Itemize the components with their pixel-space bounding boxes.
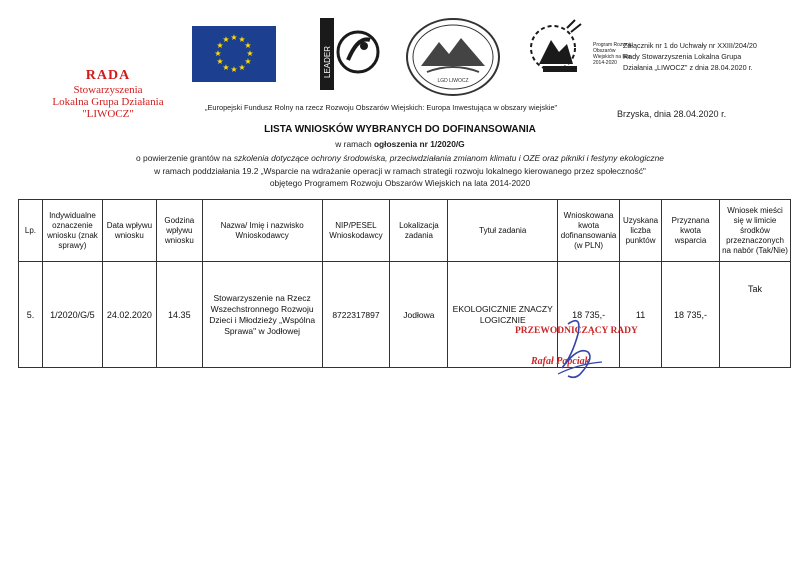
cell-points: 11	[620, 262, 662, 368]
col-header-hour: Godzina wpływu wniosku	[156, 200, 202, 262]
subaction-line: w ramach poddziałania 19.2 „Wsparcie na wdrażanie operacji w ramach strategii rozwoju lokalnego kierowanego przez społeczność"	[154, 166, 646, 176]
cell-hour: 14.35	[156, 262, 202, 368]
col-header-granted: Przyznana kwota wsparcia	[662, 200, 720, 262]
reference-line: Działania „LIWOCZ" z dnia 28.04.2020 r.	[623, 63, 753, 72]
col-header-title: Tytuł zadania	[448, 200, 558, 262]
svg-text:★: ★	[216, 57, 224, 66]
svg-text:★: ★	[230, 65, 238, 74]
col-header-location: Lokalizacja zadania	[390, 200, 448, 262]
lgd-liwocz-logo	[405, 16, 501, 98]
eu-flag-logo	[192, 26, 276, 82]
place-date: Brzyska, dnia 28.04.2020 r.	[617, 109, 727, 119]
col-header-date: Data wpływu wniosku	[102, 200, 156, 262]
svg-text:★: ★	[246, 49, 254, 58]
col-header-limit: Wniosek mieści się w limicie środków przeznaczonych na nabór (Tak/Nie)	[719, 200, 790, 262]
document-title: LISTA WNIOSKÓW WYBRANYCH DO DOFINANSOWANIA	[264, 124, 536, 135]
cell-name: Stowarzyszenie na Rzecz Wszechstronnego Rozwoju Dzieci i Młodzieży „Wspólna Sprawa" w Jodłowej	[202, 262, 322, 368]
reference-note	[623, 40, 798, 73]
program-line: objętego Programem Rozwoju Obszarów Wiejskich na lata 2014-2020	[269, 178, 531, 188]
cell-date: 24.02.2020	[102, 262, 156, 368]
col-header-requested: Wnioskowana kwota dofinansowania (w PLN)	[558, 200, 620, 262]
reference-line: Rady Stowarzyszenia Lokalna Grupa	[623, 52, 742, 61]
col-header-lp: Lp.	[19, 200, 43, 262]
cell-granted: 18 735,-	[662, 262, 720, 368]
svg-text:★: ★	[214, 49, 222, 58]
svg-text:★: ★	[238, 35, 246, 44]
col-header-nip: NIP/PESEL Wnioskodawcy	[322, 200, 390, 262]
table-header-row	[19, 200, 791, 262]
grant-purpose-line	[0, 153, 800, 163]
announcement-number: ogłoszenia nr 1/2020/G	[373, 139, 465, 149]
cell-requested: 18 735,-	[558, 262, 620, 368]
svg-text:★: ★	[222, 35, 230, 44]
signature-title: PRZEWODNICZĄCY RADY	[515, 326, 638, 336]
svg-text:★: ★	[238, 63, 246, 72]
stamp-line: Lokalna Grupa Działania	[52, 96, 164, 108]
col-header-name: Nazwa/ Imię i nazwisko Wnioskodawcy	[202, 200, 322, 262]
stamp-line: Stowarzyszenia	[73, 84, 143, 96]
cell-location: Jodłowa	[390, 262, 448, 368]
table-row	[19, 262, 791, 368]
cell-title: EKOLOGICZNIE ZNACZY LOGICZNIE	[448, 262, 558, 368]
announcement-line	[0, 139, 800, 149]
grant-purpose-topic: szkolenia dotyczące ochrony środowiska, przeciwdziałania zmianom klimatu i OZE oraz pikniki i festyny ekologiczne	[233, 153, 664, 163]
cell-within-limit: Tak	[719, 262, 790, 368]
cell-lp: 5.	[19, 262, 43, 368]
applications-table	[18, 199, 791, 368]
cell-nip: 8722317897	[322, 262, 390, 368]
svg-text:★: ★	[216, 41, 224, 50]
stamp-line: "LIWOCZ"	[82, 108, 134, 120]
col-header-points: Uzyskana liczba punktów	[620, 200, 662, 262]
svg-text:LGD LIWOCZ: LGD LIWOCZ	[437, 78, 469, 84]
reference-line: Załącznik nr 1 do Uchwały nr XXIII/204/20	[623, 41, 757, 50]
handwritten-signature	[548, 316, 618, 386]
col-header-id: Indywidualne oznaczenie wniosku (znak sprawy)	[42, 200, 102, 262]
leader-logo	[320, 18, 380, 90]
svg-text:★: ★	[222, 63, 230, 72]
prow-logo-caption: Program Rozwoju Obszarów Wiejskich na lata 2014-2020	[593, 42, 633, 66]
cell-id: 1/2020/G/5	[42, 262, 102, 368]
stamp-line: RADA	[85, 68, 131, 83]
svg-text:★: ★	[244, 57, 252, 66]
announcement-prefix: w ramach	[335, 139, 374, 149]
svg-text:LEADER: LEADER	[323, 45, 332, 78]
svg-text:★: ★	[230, 33, 238, 42]
council-stamp	[28, 68, 188, 120]
signature-name: Rafał Papciak	[531, 356, 590, 367]
eu-fund-caption: „Europejski Fundusz Rolny na rzecz Rozwoju Obszarów Wiejskich: Europa Inwestująca w obszary wiejskie"	[205, 103, 558, 112]
grant-purpose-prefix: o powierzenie grantów na	[136, 153, 234, 163]
svg-text:★: ★	[244, 41, 252, 50]
